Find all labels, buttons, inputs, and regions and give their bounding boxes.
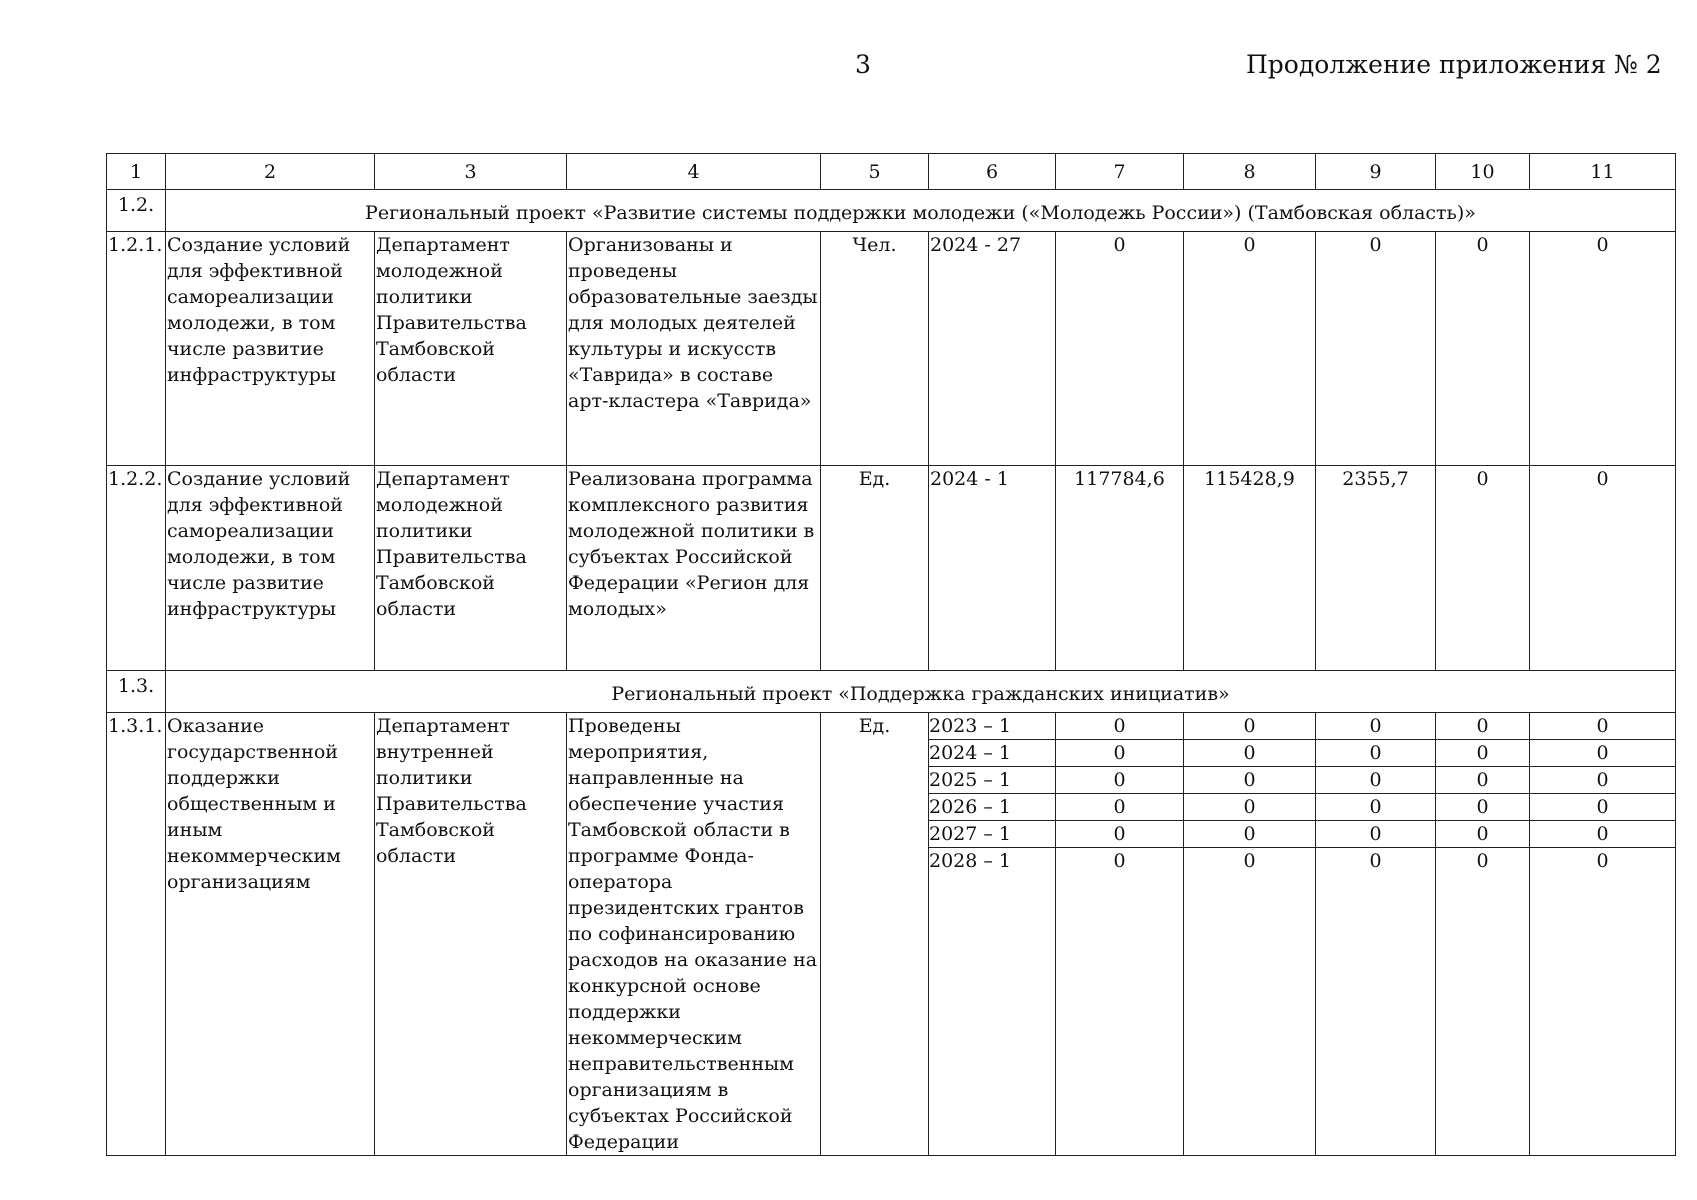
executor: Департамент молодежной политики Правительства Тамбовской области xyxy=(375,232,567,466)
value-col8: 0 xyxy=(1184,740,1315,767)
value-col7: 0 xyxy=(1056,767,1183,794)
value-col8: 0 xyxy=(1184,232,1316,466)
column-header: 6 xyxy=(929,154,1056,190)
column-header: 10 xyxy=(1436,154,1530,190)
value-col11: 0 xyxy=(1530,740,1675,767)
result: Проведены мероприятия, направленные на обеспечение участия Тамбовской области в программе Фонда-оператора президентских грантов по софинансированию расходов на оказание на конкурсной основе поддержки некоммерческим неправительственным организациям в субъектах Российской Федерации xyxy=(567,713,821,1156)
section-row xyxy=(107,671,1676,713)
unit: Чел. xyxy=(821,232,929,466)
event-name: Создание условий для эффективной самореализации молодежи, в том числе развитие инфраструктуры xyxy=(166,232,375,466)
value-col7: 0 xyxy=(1056,232,1184,466)
value-col7: 117784,6 xyxy=(1056,466,1184,671)
year-value: 2025 – 1 xyxy=(929,767,1055,794)
event-name: Создание условий для эффективной самореализации молодежи, в том числе развитие инфраструктуры xyxy=(166,466,375,671)
value-col7: 0 xyxy=(1056,740,1183,767)
executor: Департамент внутренней политики Правительства Тамбовской области xyxy=(375,713,567,1156)
unit: Ед. xyxy=(821,466,929,671)
value-col11: 0 xyxy=(1530,821,1675,848)
value-col9: 2355,7 xyxy=(1316,466,1436,671)
value-col7: 0 xyxy=(1056,821,1183,848)
value-col11: 0 xyxy=(1530,767,1675,794)
column-header: 3 xyxy=(375,154,567,190)
value-col9: 0 xyxy=(1316,740,1435,767)
value-col9: 0 xyxy=(1316,232,1436,466)
value-col10: 0 xyxy=(1436,821,1529,848)
value-list-col7 xyxy=(1056,713,1184,1156)
value-list-col10 xyxy=(1436,713,1530,1156)
value-col7: 0 xyxy=(1056,794,1183,821)
value-col8: 0 xyxy=(1243,850,1256,872)
column-header: 2 xyxy=(166,154,375,190)
value-col11: 0 xyxy=(1596,850,1609,872)
table-row xyxy=(107,713,1676,1156)
page-number: 3 xyxy=(855,50,871,79)
value-list-col8 xyxy=(1184,713,1316,1156)
value-col8: 0 xyxy=(1184,713,1315,740)
year-value: 2024 - 1 xyxy=(929,466,1056,671)
year-value: 2023 – 1 xyxy=(929,713,1055,740)
column-header: 7 xyxy=(1056,154,1184,190)
row-number: 1.2.2. xyxy=(107,466,166,671)
year-value: 2028 – 1 xyxy=(929,850,1012,872)
value-col9: 0 xyxy=(1316,794,1435,821)
column-header: 11 xyxy=(1530,154,1676,190)
section-title: Региональный проект «Развитие системы поддержки молодежи («Молодежь России») (Тамбовская область)» xyxy=(166,190,1676,232)
value-col8: 0 xyxy=(1184,794,1315,821)
result: Реализована программа комплексного развития молодежной политики в субъектах Российской Федерации «Регион для молодых» xyxy=(567,466,821,671)
value-col10: 0 xyxy=(1476,850,1489,872)
section-number: 1.2. xyxy=(107,190,166,232)
section-row xyxy=(107,190,1676,232)
value-col11: 0 xyxy=(1530,466,1676,671)
value-col9: 0 xyxy=(1369,850,1382,872)
table-row xyxy=(107,232,1676,466)
table-row xyxy=(107,466,1676,671)
column-header: 8 xyxy=(1184,154,1316,190)
column-header: 9 xyxy=(1316,154,1436,190)
value-col8: 115428,9 xyxy=(1184,466,1316,671)
measures-table xyxy=(106,153,1676,1156)
column-header: 4 xyxy=(567,154,821,190)
year-value: 2024 – 1 xyxy=(929,740,1055,767)
value-col9: 0 xyxy=(1316,821,1435,848)
year-value: 2026 – 1 xyxy=(929,794,1055,821)
value-col10: 0 xyxy=(1436,232,1530,466)
value-col11: 0 xyxy=(1530,794,1675,821)
appendix-header: Продолжение приложения № 2 xyxy=(1246,50,1662,79)
value-col9: 0 xyxy=(1316,767,1435,794)
value-list-col9 xyxy=(1316,713,1436,1156)
value-col10: 0 xyxy=(1436,794,1529,821)
value-col10: 0 xyxy=(1436,466,1530,671)
value-col9: 0 xyxy=(1316,713,1435,740)
executor: Департамент молодежной политики Правительства Тамбовской области xyxy=(375,466,567,671)
column-header: 1 xyxy=(107,154,166,190)
value-col11: 0 xyxy=(1530,713,1675,740)
column-numbers-row xyxy=(107,154,1676,190)
event-name: Оказание государственной поддержки общественным и иным некоммерческим организациям xyxy=(166,713,375,1156)
value-col7: 0 xyxy=(1113,850,1126,872)
section-number: 1.3. xyxy=(107,671,166,713)
year-value: 2024 - 27 xyxy=(929,232,1056,466)
section-title: Региональный проект «Поддержка гражданских инициатив» xyxy=(166,671,1676,713)
value-col8: 0 xyxy=(1184,767,1315,794)
value-col8: 0 xyxy=(1184,821,1315,848)
year-list xyxy=(929,713,1056,1156)
result: Организованы и проведены образовательные заезды для молодых деятелей культуры и искусств «Таврида» в составе арт-кластера «Таврида» xyxy=(567,232,821,466)
row-number: 1.3.1. xyxy=(107,713,166,1156)
value-col10: 0 xyxy=(1436,713,1529,740)
value-list-col11 xyxy=(1530,713,1676,1156)
row-number: 1.2.1. xyxy=(107,232,166,466)
year-value: 2027 – 1 xyxy=(929,821,1055,848)
value-col10: 0 xyxy=(1436,767,1529,794)
unit: Ед. xyxy=(821,713,929,1156)
column-header: 5 xyxy=(821,154,929,190)
value-col11: 0 xyxy=(1530,232,1676,466)
value-col10: 0 xyxy=(1436,740,1529,767)
value-col7: 0 xyxy=(1056,713,1183,740)
